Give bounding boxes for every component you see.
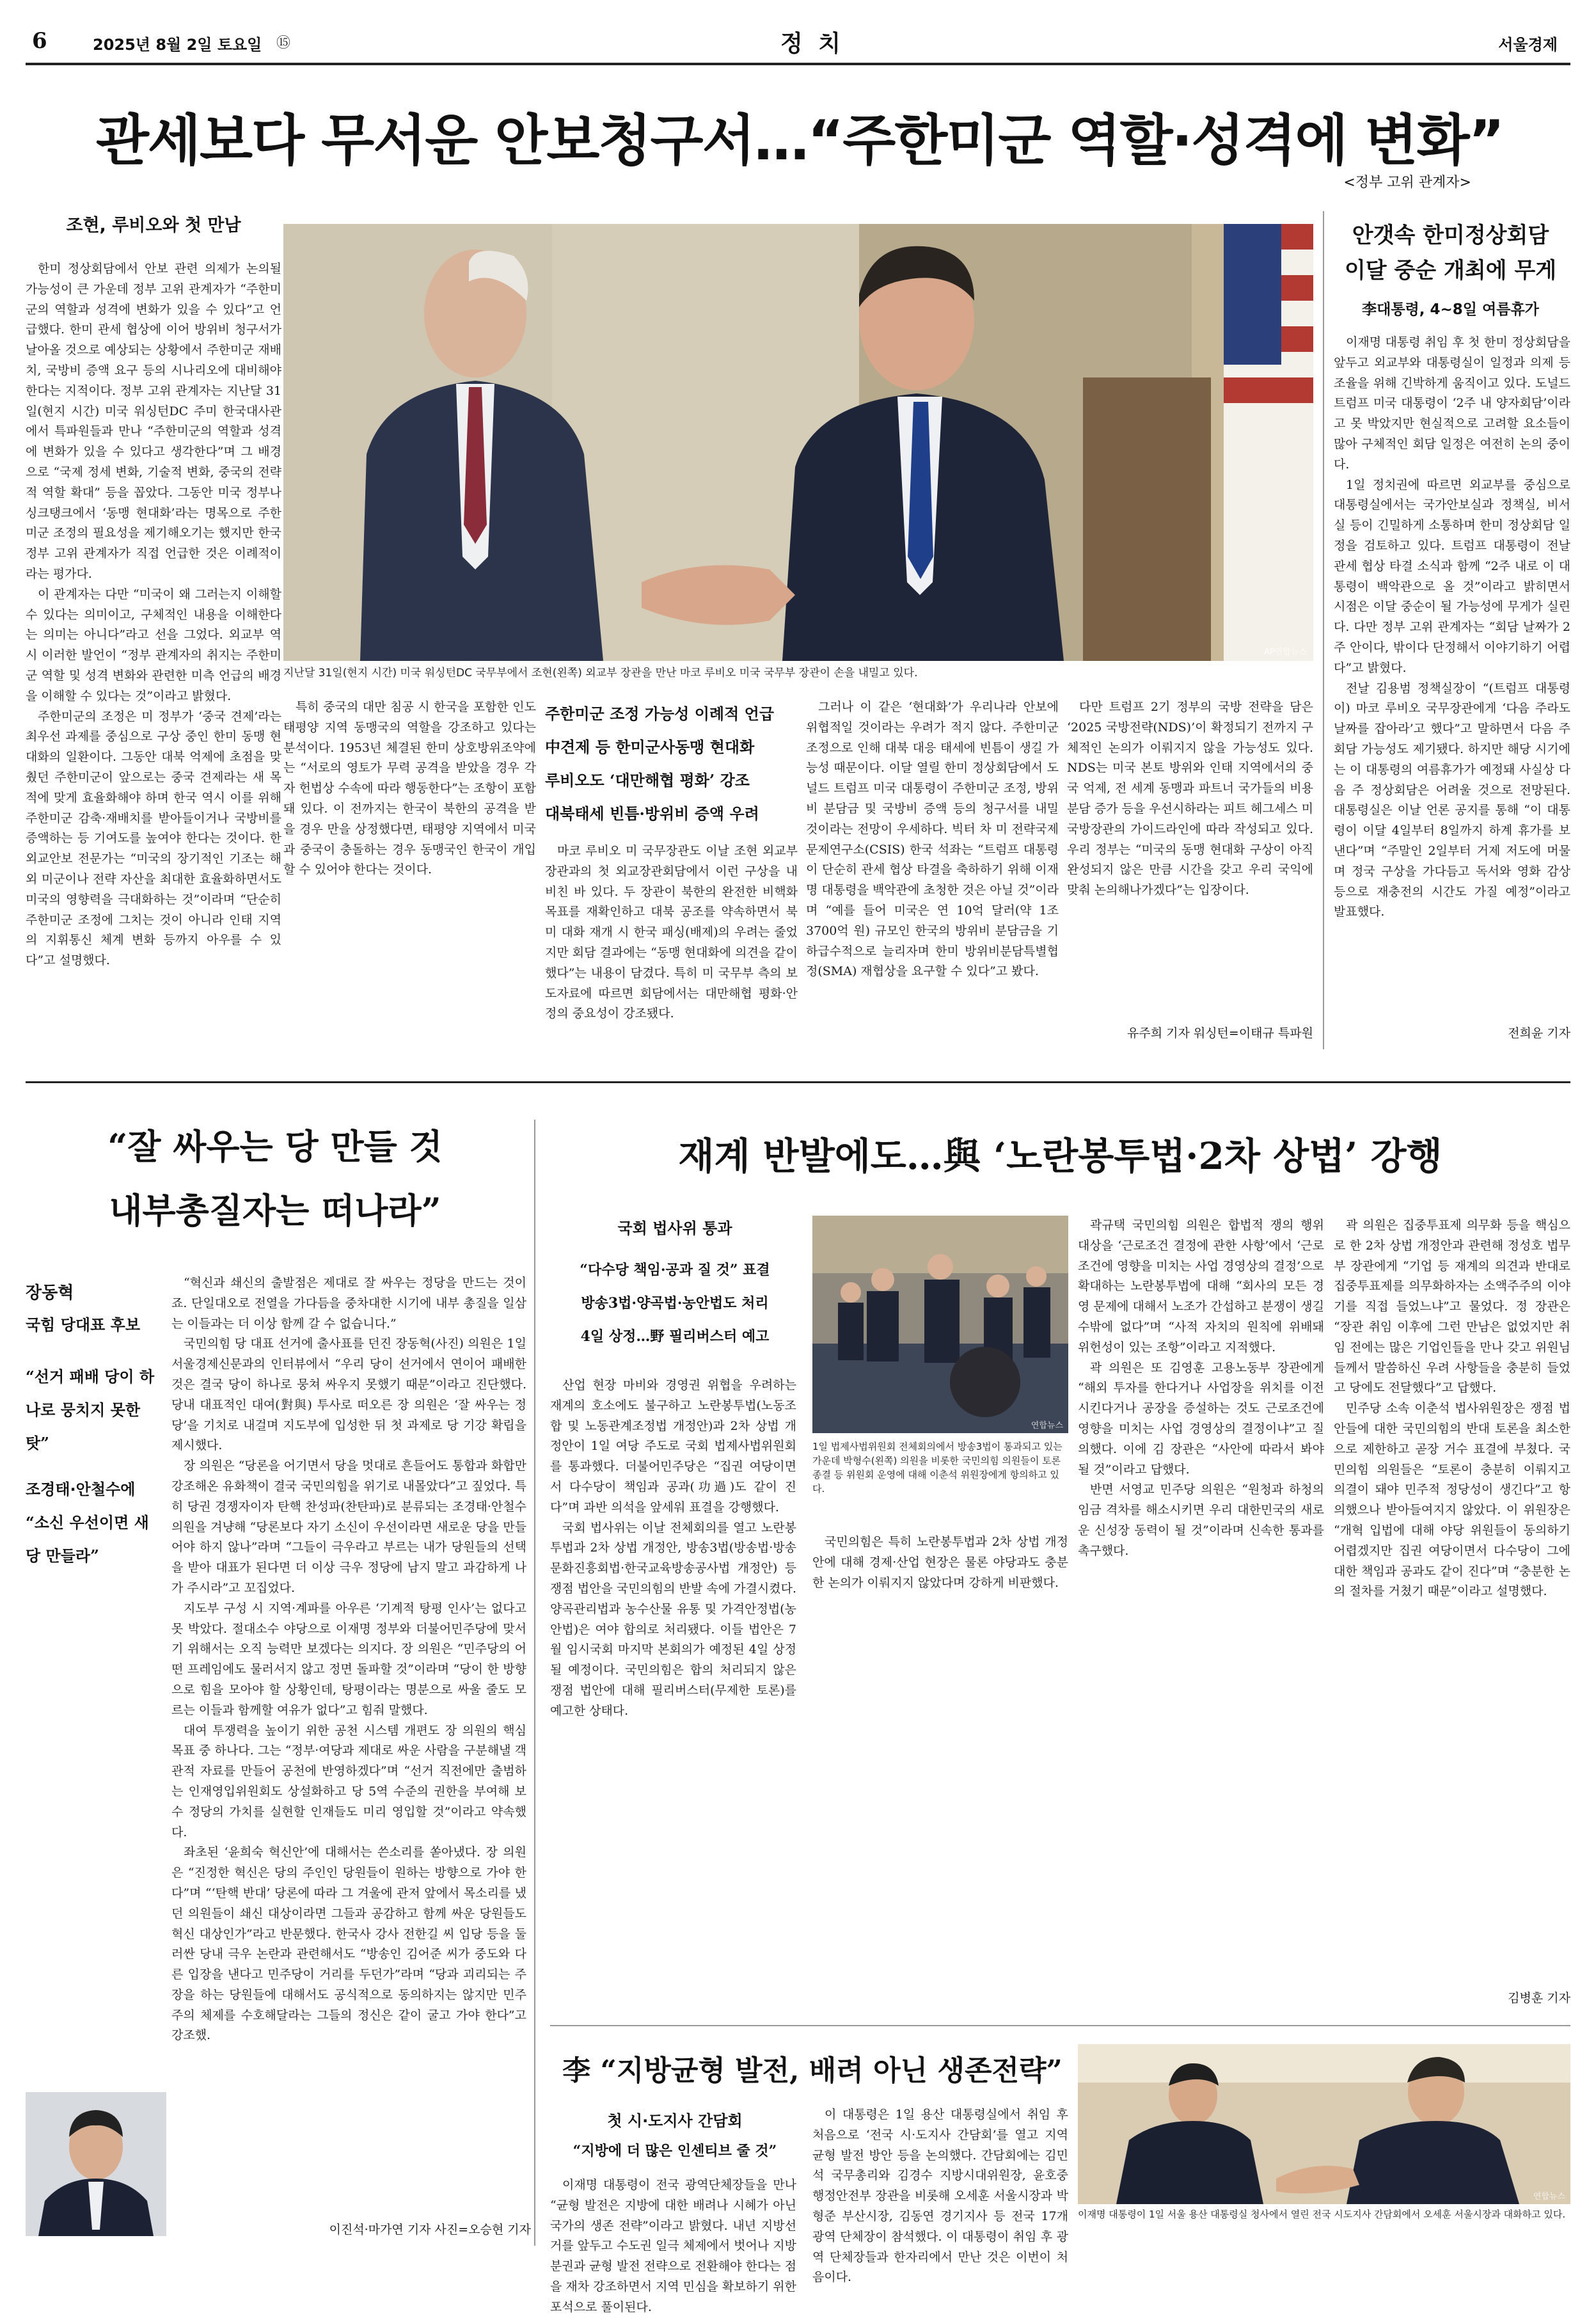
a5-kicker: 첫 시·도지사 간담회 xyxy=(607,2112,743,2130)
a2-divider xyxy=(1323,211,1324,1049)
a3-body xyxy=(171,1273,526,2236)
a1-body-col1 xyxy=(26,259,281,1043)
a5-top-rule xyxy=(550,2025,1570,2026)
photo-credit: AP연합뉴스 xyxy=(1264,647,1307,657)
a1-col2-para: 특히 중국의 대만 침공 시 한국을 포함한 인도태평양 지역 동맹국의 역할을 강조하고 있다는 분석이다. 1953년 체결된 한미 상호방위조약에는 “서로의 영토가 무력 공격을 받았을 경우 각자 헌법상 수속에 따라 행동한다”는 조항이 포함돼 있다. 이 전까지는 한국이 북한의 공격을 받을 경우 만을 상정했다면, 태평양 지역에서 미국과 중국이 충돌하는 경우 동맹국인 한국이 개입할 수 있어야 한다는 것이다. xyxy=(283,700,536,877)
main-photo xyxy=(283,224,1313,661)
a4-para4: 곽규택 국민의힘 의원은 합법적 쟁의 행위 대상을 ‘근로조건 결정에 관한 사항’에서 ‘근로조건에 영향을 미치는 사업 경영상의 결정’으로 확대하는 노란봉투법에 대해 “회사의 모든 경영 문제에 대해서 노조가 간섭하고 분쟁이 생길 수밖에 없다”며 “사적 자치의 원칙에 위배돼 위헌성이 있는 조항”이라고 지적했다. xyxy=(1078,1218,1324,1354)
a4-photo xyxy=(812,1216,1068,1433)
a2-para1: 이재명 대통령 취임 후 첫 한미 정상회담을 앞두고 외교부와 대통령실이 일정과 의제 등 조율을 위해 긴박하게 움직이고 있다. 도널드 트럼프 미국 대통령이 ‘2주 내 양자회담’이라고 못 박았지만 현실적으로 고려할 요소들이 많아 구체적인 회담 일정은 여전히 논의 중이다. xyxy=(1334,335,1570,472)
paper-name: 서울경제 xyxy=(1498,36,1558,54)
a4-body-col2 xyxy=(812,1532,1068,2009)
a1-kicker-text: 조현, 루비오와 첫 만남 xyxy=(66,216,241,235)
a4-sub3: 4일 상정…野 필리버스터 예고 xyxy=(580,1328,770,1345)
a3-name: 장동혁 xyxy=(26,1283,74,1303)
a3-portrait xyxy=(26,2092,166,2236)
a3-para4: 지도부 구성 시 지역·계파를 아우른 ‘기계적 탕평 인사’는 없다고 못 박았다. 절대소수 야당으로 이재명 정부와 더불어민주당에 맞서기 위해서는 오직 능력만 보겠다는 의지다. 장 의원은 “민주당의 어떤 프레임에도 물러서지 않고 정면 돌파할 것”이라며 “당이 한 방향으로 힘을 모아야 할 상황인데, 탕평이라는 명분으로 싸울 줄도 모르는 이들과 함께할 여유가 없다”고 힘줘 말했다. xyxy=(171,1601,526,1717)
a3-para5: 대여 투쟁력을 높이기 위한 공천 시스템 개편도 장 의원의 핵심 목표 중 하나다. 그는 “정부·여당과 제대로 싸운 사람을 구분해낼 객관적 자료를 만들어 공천에 반영하겠다”며 “선거 직전에만 출범하는 인재영입위원회도 상설화하고 당 5역 수준의 권한을 부여해 보수 정당의 가치를 실현할 인재들도 미리 영입할 것”이라고 약속했다. xyxy=(171,1723,526,1839)
a3-role: 국힘 당대표 후보 xyxy=(26,1316,140,1334)
a3-headline-1: “잘 싸우는 당 만들 것 xyxy=(107,1126,443,1167)
a4-body-col3 xyxy=(1078,1216,1324,2009)
headline-source: <정부 고위 관계자> xyxy=(1343,175,1471,191)
a5-subhead: “지방에 더 많은 인센티브 줄 것” xyxy=(573,2143,777,2159)
a4-para6: 반면 서영교 민주당 의원은 “원청과 하청의 임금 격차를 해소시키면 우리 대한민국의 새로운 신성장 동력이 될 것”이라며 신속한 통과를 촉구했다. xyxy=(1078,1482,1324,1558)
a4-para2: 국회 법사위는 이날 전체회의를 열고 노란봉투법과 2차 상법 개정안, 방송3법(방송법·방송문화진흥회법·한국교육방송공사법 개정안) 등 쟁점 법안을 국민의힘의 반발 속에 가결시켰다. 양곡관리법과 농수산물 유통 및 가격안정법(농안법)은 여야 합의로 처리됐다. 이들 법안은 7월 임시국회 마지막 본회의가 예정된 4일 상정될 예정이다. 국민의힘은 합의 처리되지 않은 쟁점 법안에 대해 필리버스터(무제한 토론)를 예고한 상태다. xyxy=(550,1520,796,1718)
a2-headline-2: 이달 중순 개최에 무게 xyxy=(1344,258,1557,283)
a3-para3: 장 의원은 “당론을 어기면서 당을 멋대로 흔들어도 통합과 화합만 강조해온 유화책이 결국 국민의힘을 위기로 내몰았다”고 짚었다. 특히 당권 경쟁자이자 탄핵 찬성파(찬탄파)로 분류되는 조경태·안철수 의원을 겨냥해 “당론보다 자기 소신이 우선이라면 새로운 당을 만들어야 하지 않나”라며 “그들이 극우라고 부르는 내가 당원들의 선택을 받아 대표가 된다면 더 이상 극우 정당에 남지 말고 과감하게 나가 주시라”고 꼬집었다. xyxy=(171,1459,526,1595)
a5-body-col2 xyxy=(812,2105,1068,2285)
a2-subhead: 李대통령, 4~8일 여름휴가 xyxy=(1362,301,1539,318)
a1-box-line4: 대북태세 빈틈·방위비 증액 우려 xyxy=(545,804,759,823)
a3-quote1: “선거 패배 당이 하나로 뭉치지 못한 탓” xyxy=(26,1367,155,1452)
a4-caption: 1일 법제사법위원회 전체회의에서 방송3법이 통과되고 있는 가운데 박형수(왼쪽) 의원을 비롯한 국민의힘 의원들이 토론 종결 등 위원회 운영에 대해 이춘석 위원장에게 항의하고 있다. xyxy=(812,1441,1063,1495)
edition-mark: ⑮ xyxy=(276,35,291,51)
a4-headline: 재계 반발에도…與 ‘노란봉투법·2차 상법’ 강행 xyxy=(678,1134,1442,1178)
a3-para6: 좌초된 ‘윤희숙 혁신안’에 대해서는 쓴소리를 쏟아냈다. 장 의원은 “진정한 혁신은 당의 주인인 당원들이 원하는 방향으로 가야 한다”며 “‘탄핵 반대’ 당론에 따라 그 겨울에 관저 앞에서 목소리를 냈던 의원들이 쇄신 대상이라면 그들과 공감하고 함께 싸운 당원들도 혁신 대상인가”라고 반문했다. 한국사 강사 전한길 씨 입당 등을 둘러싼 당내 극우 논란과 관련해서도 “방송인 김어준 씨가 중도와 다른 입장을 낸다고 민주당이 거리를 두던가”라며 “당과 괴리되는 주장을 하는 당원들에 대해서도 공식적으로 동의하지는 않지만 민주주의 체제를 수호해달라는 그들의 정신은 같이 굴고 가야 한다”고 강조했. xyxy=(171,1845,526,2043)
a4-sub1: “다수당 책임·공과 질 것” 표결 xyxy=(580,1262,770,1278)
a1-byline: 유주희 기자 워싱턴=이태규 특파원 xyxy=(1127,1026,1313,1040)
a2-para3: 전날 김용범 정책실장이 “(트럼프 대통령이) 마코 루비오 국무장관에게 ‘다음 주라도 날짜를 잡아라’고 했다”고 말하면서 다음 주 회담 가능성도 제기됐다. 하지만 해당 시기에는 이 대통령의 여름휴가가 예정돼 사실상 다음 주 정상회담은 어려울 것으로 전망된다. 대통령실은 이날 언론 공지를 통해 “이 대통령이 이달 4일부터 8일까지 하계 휴가를 보낸다”며 “주말인 2일부터 거제 저도에 머물며 정국 구상을 가다듬고 독서와 영화 감상 등으로 재충전의 시간도 가질 예정”이라고 발표했다. xyxy=(1334,681,1570,919)
a5-body-col1 xyxy=(550,2175,796,2314)
a5-headline: 李 “지방균형 발전, 배려 아닌 생존전략” xyxy=(562,2054,1063,2087)
a3-divider xyxy=(534,1120,535,2246)
us-flag-graphic xyxy=(1224,224,1313,661)
a3-byline: 이진석·마가연 기자 사진=오승현 기자 xyxy=(329,2223,531,2237)
a4-subhead-block xyxy=(550,1216,800,1353)
band-divider xyxy=(26,1081,1570,1083)
a4-byline: 김병훈 기자 xyxy=(1508,1991,1570,2005)
a1-box-line1: 주한미군 조정 가능성 이례적 언급 xyxy=(545,704,774,723)
a2-body xyxy=(1334,333,1570,1024)
a5-para2: 이 대통령은 1일 용산 대통령실에서 취임 후 처음으로 ‘전국 시·도지사 간담회’를 열고 지역 균형 발전 방안 등을 논의했다. 간담회에는 김민석 국무총리와 김경수 지방시대위원장, 윤호중 행정안전부 장관을 비롯해 오세훈 서울시장과 박형준 부산시장, 김동연 경기지사 등 전국 17개 광역 단체장이 참석했다. 이 대통령이 취임 후 광역 단체장들과 한자리에서 만난 것은 이번이 처음이다. xyxy=(812,2108,1068,2285)
a4-para8: 민주당 소속 이춘석 법사위원장은 쟁점 법안들에 대한 국민의힘의 반대 토론을 최소한으로 제한하고 곧장 거수 표결에 부쳤다. 국민의힘 의원들은 “토론이 충분히 이뤄지고 의결이 돼야 민주적 정당성이 생긴다”고 항의했으나 받아들여지지 않았다. 이 위원장은 “개혁 입법에 대해 야당 위원들이 동의하기 어렵겠지만 집권 여당이면서 다수당이 그에 대한 책임과 공과도 같이 진다”며 “충분한 논의 절차를 거쳤기 때문”이라고 설명했다. xyxy=(1334,1401,1570,1599)
a1-box-line2: 中견제 등 한미군사동맹 현대화 xyxy=(545,738,755,756)
a4-para5: 곽 의원은 또 김영훈 고용노동부 장관에게 “해외 투자를 한다거나 사업장을 위치를 이전시킨다거나 공장을 증설하는 것도 근로조건에 영향을 미치는 사업 경영상의 결정이냐”고 질의했다. 이에 김 장관은 “사안에 따라서 봐야 될 것”이라고 답했다. xyxy=(1078,1360,1324,1477)
a3-name2: 조경태·안철수에 xyxy=(26,1481,136,1498)
a4-sub2: 방송3법·양곡법·농안법도 처리 xyxy=(581,1295,769,1312)
a1-para2: 이 관계자는 다만 “미국이 왜 그러는지 이해할 수 있다는 의미이고, 구체적인 내용을 이해한다는 의미는 아니다”라고 선을 그었다. 외교부 역시 이러한 발언이 “정부 관계자의 취지는 주한미군 역할 및 성격 변화와 관련한 미측 언급의 배경을 이해할 수 있다는 것”이라고 밝혔다. xyxy=(26,587,281,703)
a1-kicker xyxy=(26,211,281,236)
a1-body-col3 xyxy=(545,841,798,1043)
a5-photo-credit: 연합뉴스 xyxy=(1533,2192,1565,2202)
section-name: 정 치 xyxy=(780,31,845,57)
a4-para7: 곽 의원은 집중투표제 의무화 등을 핵심으로 한 2차 상법 개정안과 관련해 정성호 법무부 장관에게 “기업 등 재계의 의견과 반대로 집중투표제를 의무화하자는 소액주주의 이야기를 직접 들었느냐”고 물었다. 정 장관은 “장관 취임 이후에 그런 만남은 없었지만 취임 전에는 많은 기업인들을 만나 갖고 위원님들께서 말씀하신 우려 사항들을 충분히 들었고 당에도 전달했다”고 답했다. xyxy=(1334,1218,1570,1395)
issue-date: 2025년 8월 2일 토요일 xyxy=(93,36,262,54)
a1-body-col4 xyxy=(806,697,1059,1043)
a5-photo-graphic xyxy=(1078,2044,1570,2204)
a3-quote2: “소신 우선이면 새 당 만들라” xyxy=(26,1513,149,1565)
portrait-graphic xyxy=(26,2092,166,2236)
a1-box-line3: 루비오도 ‘대만해협 평화’ 강조 xyxy=(545,771,750,790)
a4-body-col1 xyxy=(550,1376,796,2009)
a3-para1: “혁신과 쇄신의 출발점은 제대로 잘 싸우는 정당을 만드는 것이죠. 단일대오로 전열을 가다듬을 중차대한 시기에 내부 총질을 일삼는 이들과는 더 이상 함께 갈 수 없습니다.” xyxy=(171,1276,526,1331)
a4-kicker: 국회 법사위 통과 xyxy=(617,1219,732,1237)
a1-col3-para: 마코 루비오 미 국무장관도 이날 조현 외교부 장관과의 첫 외교장관회담에서 이런 구상을 내비친 바 있다. 두 장관이 북한의 완전한 비핵화 목표를 재확인하고 대북 공조를 약속하면서 북미 대화 재개 시 한국 패싱(배제)의 우려는 줄었지만 회담 결과에는 “동맹 현대화에 의견을 같이했다”는 내용이 담겼다. 특히 미 국무부 측의 보도자료에 따르면 회담에서는 대만해협 평화·안정의 중요성이 강조됐다. xyxy=(545,844,798,1021)
a5-caption: 이재명 대통령이 1일 서울 용산 대통령실 청사에서 열린 전국 시도지사 간담회에서 오세훈 서울시장과 대화하고 있다. xyxy=(1078,2209,1566,2220)
photo-illustration xyxy=(283,224,1313,661)
a3-para2: 국민의힘 당 대표 선거에 출사표를 던진 장동혁(사진) 의원은 1일 서울경제신문과의 인터뷰에서 “우리 당이 선거에서 연이어 패배한 것은 결국 당이 하나로 뭉쳐 싸우지 못했기 때문”이라고 진단했다. 당내 대표적인 대여(對與) 투사로 떠오른 장 의원은 ‘잘 싸우는 정당’을 기치로 내걸며 지도부에 입성한 뒤 첫 과제로 당 기강 확립을 제시했다. xyxy=(171,1337,526,1453)
a3-sidebar xyxy=(26,1280,166,1573)
a4-photo-graphic xyxy=(812,1216,1068,1433)
page-header xyxy=(26,24,1570,63)
a1-body-col2 xyxy=(283,697,536,1043)
a1-col4-para: 그러나 이 같은 ‘현대화’가 우리나라 안보에 위협적일 것이라는 우려가 적지 않다. 주한미군 조정으로 인해 대북 대응 태세에 빈틈이 생길 가능성 때문이다. 이달 열릴 한미 정상회담에서 도널드 트럼프 미국 대통령이 주한미군 조정, 방위비 분담금 및 국방비 증액 등의 청구서를 내밀 것이라는 전망이 우세하다. 빅터 차 미 전략국제문제연구소(CSIS) 한국 석좌는 “트럼프 대통령이 단순히 관세 협상 타결을 축하하기 위해 이재명 대통령을 백악관에 초청한 것은 아닐 것”이라며 “예를 들어 미국은 연 10억 달러(약 1조 3700억 원) 규모인 한국의 방위비 분담금을 기하급수적으로 늘리자며 한미 방위비분담특별협정(SMA) 재협상을 요구할 수 있다”고 봤다. xyxy=(806,700,1059,979)
a1-body-col5 xyxy=(1067,697,1313,1020)
a1-subhead-box xyxy=(545,697,798,832)
a2-byline: 전희윤 기자 xyxy=(1508,1026,1570,1040)
a2-headline-1: 안갯속 한미정상회담 xyxy=(1352,223,1549,248)
a2-para2: 1일 정치권에 따르면 외교부를 중심으로 대통령실에서는 국가안보실과 정책실, 비서실 등이 긴밀하게 소통하며 한미 정상회담 일정을 검토하고 있다. 트럼프 대통령이 전날 관세 협상 타결 소식과 함께 “2주 내로 이 대통령이 백악관으로 올 것”이라고 밝히면서 시점은 이달 중순이 될 가능성에 무게가 실린다. 다만 정부 고위 관계자는 “회담 날짜가 2주 안이다, 밖이다 단정해서 이야기하기 어렵다”고 밝혔다. xyxy=(1334,477,1570,675)
a4-para3: 국민의힘은 특히 노란봉투법과 2차 상법 개정안에 대해 경제·산업 현장은 물론 야당과도 충분한 논의가 이뤄지지 않았다며 강하게 비판했다. xyxy=(812,1535,1068,1590)
main-photo-caption: 지난달 31일(현지 시간) 미국 워싱턴DC 국무부에서 조현(왼쪽) 외교부 장관을 만난 마코 루비오 미국 국무부 장관이 손을 내밀고 있다. xyxy=(283,667,918,679)
a1-col5-para: 다만 트럼프 2기 정부의 국방 전략을 담은 ‘2025 국방전략(NDS)’이 확정되기 전까지 구체적인 논의가 이뤄지지 않을 가능성도 있다. NDS는 미국 본토 방위와 인태 지역에서의 중국 억제, 전 세계 동맹과 파트너 국가들의 비용 분담 증가 등을 우선시하라는 피트 헤그세스 미 국방장관의 가이드라인에 따라 작성되고 있다. 우리 정부는 “미국의 동맹 현대화 구상이 아직 완성되지 않은 만큼 시간을 갖고 우리 국익에 맞춰 논의해나가겠다”는 입장이다. xyxy=(1067,700,1313,898)
page-number: 6 xyxy=(32,28,47,54)
a1-para3: 주한미군의 조정은 미 정부가 ‘중국 견제’라는 최우선 과제를 중심으로 구상 중인 한미 동맹 현대화의 일환이다. 그동안 대북 억제에 초점을 맞췄던 주한미군이 앞으로는 중국 견제라는 새 목적에 맞게 효율화해야 하며 한국 역시 이를 위해 주한미군 감축·재배치를 받아들이거나 국방비를 증액하는 등 기여도를 높여야 한다는 것이다. 한 외교안보 전문가는 “미국의 장기적인 기조는 해외 미군이나 전략 자산을 최대한 효율화하면서도 미국의 영향력을 극대화하는 것”이라며 “단순히 주한미군 조정에 그치는 것이 아니라 인태 지역의 지휘통신 체계 변화 등까지 아우를 수 있다”고 설명했다. xyxy=(26,709,281,968)
a5-para1: 이재명 대통령이 전국 광역단체장들을 만나 “균형 발전은 지방에 대한 배려나 시혜가 아닌 국가의 생존 전략”이라고 밝혔다. 내년 지방선거를 앞두고 수도권 일극 체제에서 벗어나 지방분권과 균형 발전 전략으로 전환해야 한다는 점을 재차 강조하면서 지역 민심을 확보하기 위한 포석으로 풀이된다. xyxy=(550,2178,796,2314)
a5-photo xyxy=(1078,2044,1570,2204)
main-headline: 관세보다 무서운 안보청구서…“주한미군 역할·성격에 변화” xyxy=(95,109,1504,173)
a4-body-col4 xyxy=(1334,1216,1570,1967)
a3-headline-2: 내부총질자는 떠나라” xyxy=(109,1190,441,1231)
a4-photo-credit: 연합뉴스 xyxy=(1031,1421,1063,1431)
a1-para1: 한미 정상회담에서 안보 관련 의제가 논의될 가능성이 큰 가운데 정부 고위 관계자가 “주한미군의 역할과 성격에 변화가 있을 수 있다”고 언급했다. 한미 관세 협상에 이어 방위비 청구서가 날아올 것으로 예상되는 상황에서 주한미군 재배치, 국방비 증액 요구 등의 시나리오에 대비해야 한다는 지적이다. 정부 고위 관계자는 지난달 31일(현지 시간) 미국 워싱턴DC 주미 한국대사관에서 특파원들과 만나 “주한미군의 역할과 성격에 변화가 있을 수 있다고 생각한다”며 그 배경으로 “국제 정세 변화, 기술적 변화, 중국의 전략적 역할 확대” 등을 꼽았다. 그동안 미국 정부나 싱크탱크에서 ‘동맹 현대화’라는 명목으로 주한미군 조정의 필요성을 제기해오기는 했지만 한국 정부 고위 관계자가 직접 언급한 것은 이례적이라는 평가다. xyxy=(26,262,281,581)
a4-para1: 산업 현장 마비와 경영권 위협을 우려하는 재계의 호소에도 불구하고 노란봉투법(노동조합 및 노동관계조정법 개정안)과 2차 상법 개정안이 1일 여당 주도로 국회 법제사법위원회를 통과했다. 더불어민주당은 “집권 여당이면서 다수당이 책임과 공과(功過)도 같이 진다”며 과반 의석을 앞세워 표결을 강행했다. xyxy=(550,1378,796,1514)
header-rule xyxy=(26,63,1570,65)
